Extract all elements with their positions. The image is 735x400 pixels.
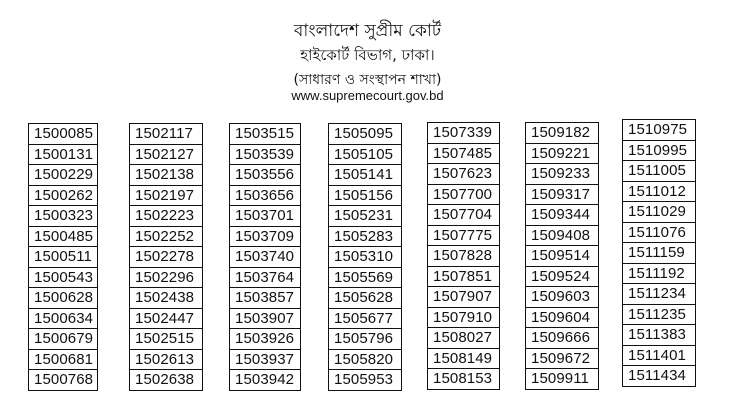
roll-number-cell: 1507775 bbox=[428, 226, 499, 247]
roll-number-cell: 1505628 bbox=[329, 288, 401, 309]
roll-number-cell: 1509911 bbox=[526, 369, 598, 390]
roll-number-cell: 1502438 bbox=[130, 288, 202, 309]
roll-column-3 bbox=[229, 123, 301, 391]
roll-number-cell: 1502447 bbox=[130, 309, 202, 330]
roll-number-cell: 1500485 bbox=[29, 227, 97, 248]
roll-number-cell: 1503937 bbox=[230, 350, 300, 371]
roll-number-cell: 1511434 bbox=[623, 366, 695, 387]
roll-column-2 bbox=[129, 123, 203, 391]
roll-number-cell: 1500229 bbox=[29, 165, 97, 186]
roll-column-7 bbox=[622, 119, 696, 387]
roll-number-cell: 1511029 bbox=[623, 202, 695, 223]
roll-number-cell: 1500085 bbox=[29, 124, 97, 145]
roll-number-cell: 1502117 bbox=[130, 124, 202, 145]
roll-number-cell: 1500262 bbox=[29, 186, 97, 207]
website-text: www.supremecourt.gov.bd bbox=[291, 88, 444, 103]
roll-number-cell: 1500131 bbox=[29, 145, 97, 166]
roll-column-6 bbox=[525, 122, 599, 390]
roll-number-cell: 1502515 bbox=[130, 329, 202, 350]
roll-number-cell: 1505953 bbox=[329, 370, 401, 391]
roll-number-cell: 1503709 bbox=[230, 227, 300, 248]
roll-number-cell: 1505677 bbox=[329, 309, 401, 330]
roll-number-cell: 1509603 bbox=[526, 287, 598, 308]
roll-number-cell: 1503926 bbox=[230, 329, 300, 350]
roll-number-cell: 1505796 bbox=[329, 329, 401, 350]
roll-number-cell: 1510975 bbox=[623, 120, 695, 141]
roll-number-cell: 1505283 bbox=[329, 227, 401, 248]
roll-number-cell: 1502296 bbox=[130, 268, 202, 289]
roll-number-cell: 1511192 bbox=[623, 264, 695, 285]
roll-number-cell: 1507700 bbox=[428, 185, 499, 206]
roll-number-cell: 1503701 bbox=[230, 206, 300, 227]
roll-number-cell: 1509524 bbox=[526, 267, 598, 288]
roll-number-cell: 1509672 bbox=[526, 349, 598, 370]
roll-number-cell: 1507851 bbox=[428, 267, 499, 288]
roll-number-cell: 1503556 bbox=[230, 165, 300, 186]
roll-number-cell: 1509408 bbox=[526, 226, 598, 247]
roll-number-cell: 1502638 bbox=[130, 370, 202, 391]
roll-column-4 bbox=[328, 123, 402, 391]
roll-number-cell: 1503539 bbox=[230, 145, 300, 166]
roll-number-cell: 1507704 bbox=[428, 205, 499, 226]
roll-number-cell: 1500323 bbox=[29, 206, 97, 227]
roll-number-cell: 1509233 bbox=[526, 164, 598, 185]
roll-number-cell: 1505820 bbox=[329, 350, 401, 371]
roll-column-1 bbox=[28, 123, 98, 391]
roll-number-cell: 1510995 bbox=[623, 141, 695, 162]
roll-column-5 bbox=[427, 122, 500, 390]
roll-number-cell: 1500681 bbox=[29, 350, 97, 371]
roll-number-cell: 1500511 bbox=[29, 247, 97, 268]
roll-number-cell: 1507339 bbox=[428, 123, 499, 144]
roll-number-cell: 1500679 bbox=[29, 329, 97, 350]
roll-number-cell: 1505310 bbox=[329, 247, 401, 268]
roll-number-cell: 1507828 bbox=[428, 246, 499, 267]
roll-number-cell: 1511005 bbox=[623, 161, 695, 182]
roll-number-cell: 1500634 bbox=[29, 309, 97, 330]
roll-number-cell: 1505105 bbox=[329, 145, 401, 166]
roll-number-cell: 1502613 bbox=[130, 350, 202, 371]
roll-number-cell: 1503656 bbox=[230, 186, 300, 207]
roll-number-cell: 1507910 bbox=[428, 308, 499, 329]
roll-number-cell: 1509344 bbox=[526, 205, 598, 226]
roll-number-cell: 1507485 bbox=[428, 144, 499, 165]
roll-number-cell: 1511234 bbox=[623, 284, 695, 305]
roll-number-cell: 1503515 bbox=[230, 124, 300, 145]
roll-number-cell: 1502138 bbox=[130, 165, 202, 186]
section-name: (সাধারণ ও সংস্থাপন শাখা) bbox=[293, 72, 442, 88]
roll-number-cell: 1509666 bbox=[526, 328, 598, 349]
roll-number-cell: 1503942 bbox=[230, 370, 300, 391]
roll-number-cell: 1511159 bbox=[623, 243, 695, 264]
roll-number-cell: 1502252 bbox=[130, 227, 202, 248]
roll-number-cell: 1509317 bbox=[526, 185, 598, 206]
roll-number-cell: 1511012 bbox=[623, 182, 695, 203]
roll-number-cell: 1500543 bbox=[29, 268, 97, 289]
roll-number-cell: 1505231 bbox=[329, 206, 401, 227]
roll-number-cell: 1503907 bbox=[230, 309, 300, 330]
roll-number-cell: 1507907 bbox=[428, 287, 499, 308]
roll-number-cell: 1511076 bbox=[623, 223, 695, 244]
roll-number-cell: 1505156 bbox=[329, 186, 401, 207]
roll-number-cell: 1507623 bbox=[428, 164, 499, 185]
roll-number-cell: 1502223 bbox=[130, 206, 202, 227]
roll-number-cell: 1508027 bbox=[428, 328, 499, 349]
roll-number-cell: 1509221 bbox=[526, 144, 598, 165]
roll-number-cell: 1509182 bbox=[526, 123, 598, 144]
roll-number-cell: 1511401 bbox=[623, 346, 695, 367]
roll-number-cell: 1500628 bbox=[29, 288, 97, 309]
roll-number-cell: 1502197 bbox=[130, 186, 202, 207]
roll-number-cell: 1503740 bbox=[230, 247, 300, 268]
roll-number-cell: 1505095 bbox=[329, 124, 401, 145]
roll-number-cell: 1502278 bbox=[130, 247, 202, 268]
division-name: হাইকোর্ট বিভাগ, ঢাকা। bbox=[300, 46, 435, 64]
roll-number-cell: 1511383 bbox=[623, 325, 695, 346]
court-name: বাংলাদেশ সুপ্রীম কোর্ট bbox=[293, 21, 442, 41]
roll-number-cell: 1505141 bbox=[329, 165, 401, 186]
roll-number-cell: 1508153 bbox=[428, 369, 499, 390]
roll-number-cell: 1502127 bbox=[130, 145, 202, 166]
roll-number-cell: 1508149 bbox=[428, 349, 499, 370]
roll-number-cell: 1503764 bbox=[230, 268, 300, 289]
roll-number-cell: 1509514 bbox=[526, 246, 598, 267]
roll-number-cell: 1500768 bbox=[29, 370, 97, 391]
roll-number-cell: 1509604 bbox=[526, 308, 598, 329]
roll-number-cell: 1511235 bbox=[623, 305, 695, 326]
roll-number-cell: 1503857 bbox=[230, 288, 300, 309]
roll-number-cell: 1505569 bbox=[329, 268, 401, 289]
